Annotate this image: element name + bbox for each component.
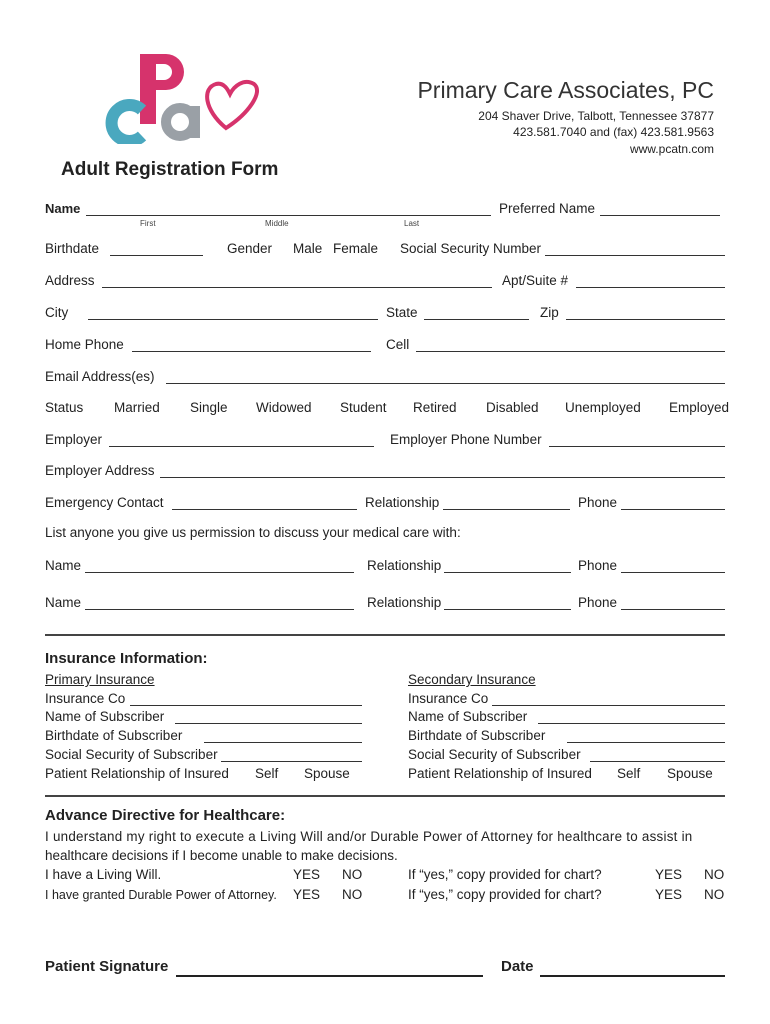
insurance-heading: Insurance Information: [45,650,208,667]
secondary-subscriber-name-label: Name of Subscriber [408,709,528,724]
status-option-disabled[interactable]: Disabled [486,400,539,415]
state-field[interactable] [424,304,529,320]
permission-phone-field-1[interactable] [621,557,725,573]
gender-option-male[interactable]: Male [293,241,323,256]
secondary-subscriber-name-field[interactable] [538,708,725,724]
employer-address-field[interactable] [160,462,725,478]
poa-copy-no[interactable]: NO [704,887,725,902]
zip-label: Zip [540,305,559,320]
status-option-retired[interactable]: Retired [413,400,457,415]
permission-intro: List anyone you give us permission to discuss your medical care with: [45,525,461,540]
state-label: State [386,305,418,320]
home-phone-field[interactable] [132,336,371,352]
preferred-name-label: Preferred Name [499,201,596,216]
status-option-widowed[interactable]: Widowed [256,400,312,415]
secondary-relationship-spouse[interactable]: Spouse [667,766,713,781]
secondary-relationship-label: Patient Relationship of Insured [408,766,592,781]
page-title: Adult Registration Form [61,159,279,180]
employer-address-label: Employer Address [45,463,155,478]
primary-subscriber-name-field[interactable] [175,708,362,724]
secondary-relationship-self[interactable]: Self [617,766,641,781]
primary-insurance-title: Primary Insurance [45,672,155,687]
primary-insurance-co-field[interactable] [130,690,362,706]
permission-relationship-field-2[interactable] [444,594,571,610]
name-last-caption: Last [404,219,420,228]
employer-field[interactable] [109,431,374,447]
address-label: Address [45,273,95,288]
permission-relationship-label-1: Relationship [367,558,442,573]
advance-directive-heading: Advance Directive for Healthcare: [45,807,286,824]
employer-label: Employer [45,432,103,447]
email-field[interactable] [166,368,725,384]
company-website: www.pcatn.com [629,142,714,156]
status-option-student[interactable]: Student [340,400,387,415]
name-middle-caption: Middle [265,219,289,228]
cell-label: Cell [386,337,410,352]
living-will-copy-no[interactable]: NO [704,867,725,882]
city-field[interactable] [88,304,378,320]
employer-phone-field[interactable] [549,431,725,447]
advance-directive-statement-line2: healthcare decisions if I become unable to make decisions. [45,848,398,863]
permission-phone-label-2: Phone [578,595,618,610]
living-will-copy-question: If “yes,” copy provided for chart? [408,867,602,882]
primary-subscriber-birthdate-label: Birthdate of Subscriber [45,728,183,743]
poa-label: I have granted Durable Power of Attorney. [45,888,277,902]
permission-relationship-field-1[interactable] [444,557,571,573]
section-divider-2 [45,795,725,797]
status-option-single[interactable]: Single [190,400,228,415]
apt-suite-field[interactable] [576,272,725,288]
employer-phone-label: Employer Phone Number [390,432,542,447]
primary-subscriber-ssn-field[interactable] [221,746,362,762]
permission-relationship-label-2: Relationship [367,595,442,610]
home-phone-label: Home Phone [45,337,124,352]
company-name: Primary Care Associates, PC [417,77,714,103]
pca-logo-graphic [98,48,266,144]
primary-relationship-spouse[interactable]: Spouse [304,766,350,781]
poa-no[interactable]: NO [342,887,363,902]
primary-relationship-self[interactable]: Self [255,766,279,781]
permission-phone-label-1: Phone [578,558,618,573]
preferred-name-field[interactable] [600,200,720,216]
city-label: City [45,305,69,320]
emergency-contact-label: Emergency Contact [45,495,164,510]
secondary-subscriber-birthdate-label: Birthdate of Subscriber [408,728,546,743]
permission-name-field-1[interactable] [85,557,354,573]
permission-name-field-2[interactable] [85,594,354,610]
birthdate-label: Birthdate [45,241,100,256]
emergency-relationship-label: Relationship [365,495,440,510]
permission-name-label-2: Name [45,595,82,610]
primary-subscriber-name-label: Name of Subscriber [45,709,165,724]
name-first-caption: First [140,219,156,228]
secondary-insurance-title: Secondary Insurance [408,672,536,687]
emergency-phone-field[interactable] [621,494,725,510]
emergency-relationship-field[interactable] [443,494,570,510]
secondary-subscriber-birthdate-field[interactable] [567,727,725,743]
birthdate-field[interactable] [110,240,203,256]
poa-copy-question: If “yes,” copy provided for chart? [408,887,602,902]
secondary-subscriber-ssn-field[interactable] [590,746,725,762]
living-will-no[interactable]: NO [342,867,363,882]
secondary-insurance-co-label: Insurance Co [408,691,489,706]
date-field[interactable] [540,958,725,977]
status-option-unemployed[interactable]: Unemployed [565,400,641,415]
gender-label: Gender [227,241,273,256]
primary-subscriber-birthdate-field[interactable] [204,727,362,743]
company-address: 204 Shaver Drive, Talbott, Tennessee 37877 [478,109,714,123]
address-field[interactable] [102,272,492,288]
cell-field[interactable] [416,336,725,352]
emergency-phone-label: Phone [578,495,618,510]
patient-signature-field[interactable] [176,958,483,977]
primary-insurance-co-label: Insurance Co [45,691,126,706]
logo [98,48,266,144]
living-will-copy-yes[interactable]: YES [655,867,683,882]
primary-subscriber-ssn-label: Social Security of Subscriber [45,747,218,762]
status-label: Status [45,400,84,415]
email-label: Email Address(es) [45,369,155,384]
company-phone-fax: 423.581.7040 and (fax) 423.581.9563 [513,125,714,139]
secondary-subscriber-ssn-label: Social Security of Subscriber [408,747,581,762]
ssn-field[interactable] [545,240,725,256]
ssn-label: Social Security Number [400,241,542,256]
status-option-employed[interactable]: Employed [669,400,730,415]
name-field[interactable] [86,200,491,216]
date-label: Date [501,958,534,975]
emergency-contact-field[interactable] [172,494,357,510]
apt-suite-label: Apt/Suite # [502,273,569,288]
primary-relationship-label: Patient Relationship of Insured [45,766,229,781]
permission-name-label-1: Name [45,558,82,573]
gender-option-female[interactable]: Female [333,241,379,256]
name-label: Name [45,201,81,216]
living-will-label: I have a Living Will. [45,867,162,882]
patient-signature-label: Patient Signature [45,958,169,975]
status-option-married[interactable]: Married [114,400,160,415]
poa-copy-yes[interactable]: YES [655,887,683,902]
poa-yes[interactable]: YES [293,887,321,902]
secondary-insurance-co-field[interactable] [492,690,725,706]
living-will-yes[interactable]: YES [293,867,321,882]
permission-phone-field-2[interactable] [621,594,725,610]
advance-directive-statement-line1: I understand my right to execute a Living Will and/or Durable Power of Attorney for healthcare to assist in [45,829,693,844]
section-divider-1 [45,634,725,636]
zip-field[interactable] [566,304,725,320]
